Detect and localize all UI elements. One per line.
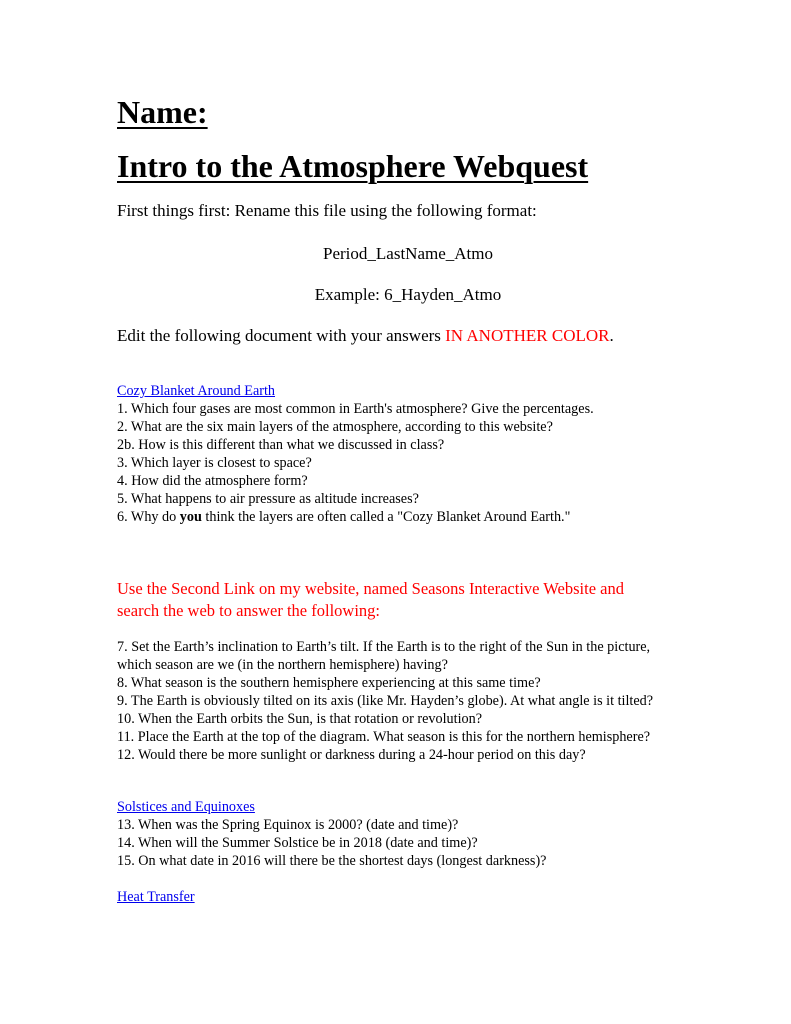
question-11: 11. Place the Earth at the top of the diagram. What season is this for the northern hemisphere? — [117, 729, 651, 745]
question-3: 3. Which layer is closest to space? — [117, 455, 312, 471]
rename-instruction: First things first: Rename this file using the following format: — [117, 201, 537, 220]
link-solstices-equinoxes[interactable]: Solstices and Equinoxes — [117, 799, 255, 815]
seasons-heading-line-2: search the web to answer the following: — [117, 601, 381, 620]
question-12: 12. Would there be more sunlight or darkness during a 24-hour period on this day? — [117, 747, 586, 763]
edit-instruction — [117, 326, 614, 346]
filename-example: Example: 6_Hayden_Atmo — [314, 285, 502, 304]
link-cozy-blanket[interactable]: Cozy Blanket Around Earth — [117, 383, 276, 399]
question-8: 8. What season is the southern hemisphere experiencing at this same time? — [117, 675, 541, 691]
seasons-heading-line-1: Use the Second Link on my website, named Seasons Interactive Website and — [117, 579, 624, 598]
question-4: 4. How did the atmosphere form? — [117, 473, 308, 489]
page-title: Intro to the Atmosphere Webquest — [117, 148, 589, 184]
question-7-continued: which season are we (in the northern hemisphere) having? — [117, 657, 448, 673]
question-9: 9. The Earth is obviously tilted on its axis (like Mr. Hayden’s globe). At what angle is it tilted? — [117, 693, 654, 709]
section-heat-transfer — [117, 888, 195, 906]
section-solstices — [117, 798, 546, 870]
question-5: 5. What happens to air pressure as altitude increases? — [117, 491, 419, 507]
section-cozy-blanket — [117, 382, 594, 526]
question-10: 10. When the Earth orbits the Sun, is that rotation or revolution? — [117, 711, 482, 727]
question-6-prefix: 6. Why do — [117, 509, 180, 525]
edit-instruction-highlight: IN ANOTHER COLOR — [445, 326, 610, 345]
question-2: 2. What are the six main layers of the atmosphere, according to this website? — [117, 419, 553, 435]
question-13: 13. When was the Spring Equinox is 2000? (date and time)? — [117, 817, 459, 833]
filename-format: Period_LastName_Atmo — [323, 244, 493, 263]
question-6 — [117, 508, 594, 526]
edit-instruction-period: . — [609, 326, 614, 345]
seasons-heading — [117, 578, 624, 622]
link-heat-transfer[interactable]: Heat Transfer — [117, 889, 195, 905]
name-field[interactable] — [117, 94, 402, 131]
question-15: 15. On what date in 2016 will there be the shortest days (longest darkness)? — [117, 853, 547, 869]
edit-instruction-text: Edit the following document with your answers — [117, 326, 446, 345]
name-label: Name: — [117, 94, 208, 130]
question-2b: 2b. How is this different than what we discussed in class? — [117, 437, 445, 453]
question-6-suffix: think the layers are often called a "Cozy Blanket Around Earth." — [201, 509, 571, 525]
question-7: 7. Set the Earth’s inclination to Earth’s tilt. If the Earth is to the right of the Sun in the picture, — [117, 639, 651, 655]
question-1: 1. Which four gases are most common in Earth's atmosphere? Give the percentages. — [117, 401, 594, 417]
question-14: 14. When will the Summer Solstice be in 2018 (date and time)? — [117, 835, 478, 851]
section-seasons — [117, 638, 653, 764]
question-6-emphasis: you — [179, 509, 202, 525]
